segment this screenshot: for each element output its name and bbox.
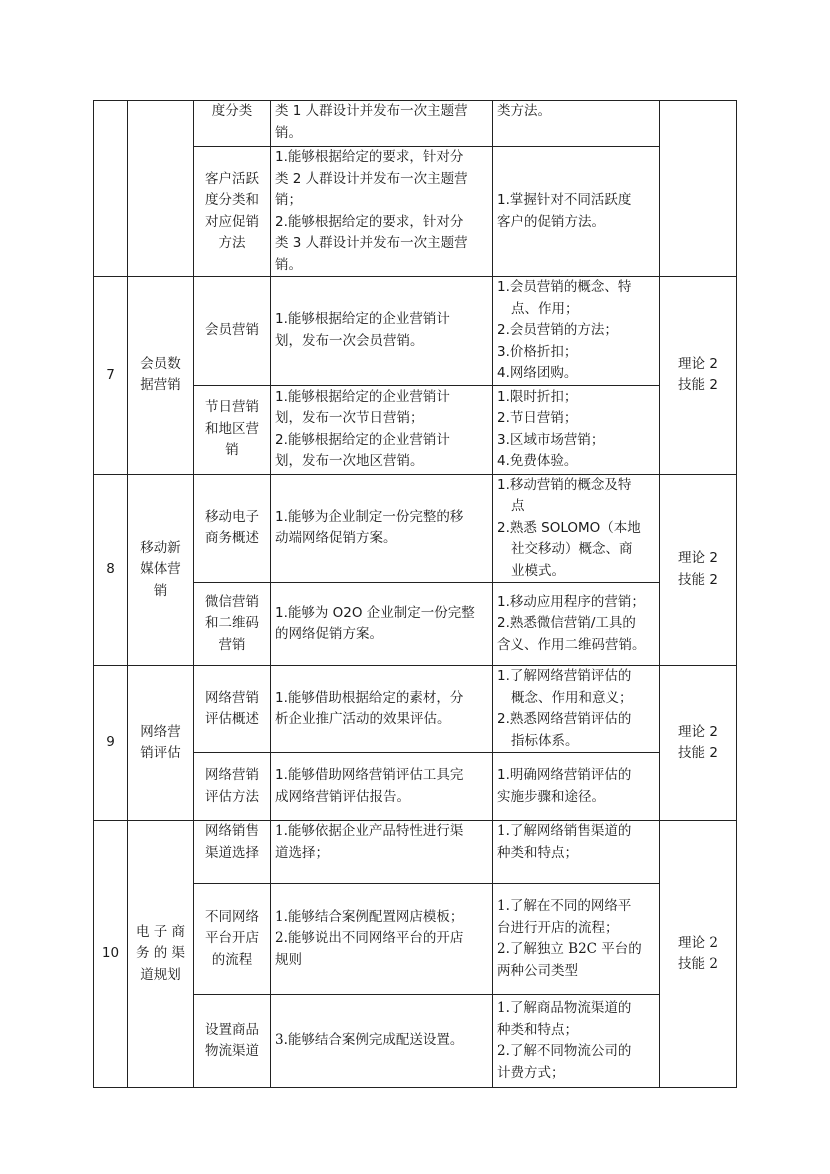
knowledge-cell: 1.掌握针对不同活跃度 客户的促销方法。 bbox=[493, 147, 660, 277]
knowledge-cell: 1.会员营销的概念、特 点、作用； 2.会员营销的方法； 3.价格折扣； 4.网络团购。 bbox=[493, 277, 660, 386]
task-cell: 微信营销 和二维码 营销 bbox=[194, 583, 271, 666]
skill-cell: 1.能够借助根据给定的素材，分 析企业推广活动的效果评估。 bbox=[271, 666, 493, 753]
task-cell: 设置商品 物流渠道 bbox=[194, 995, 271, 1088]
skill-cell: 类 1 人群设计并发布一次主题营 销。 bbox=[271, 101, 493, 147]
skill-cell: 1.能够结合案例配置网店模板； 2.能够说出不同网络平台的开店 规则 bbox=[271, 884, 493, 995]
hours-cell: 理论 2 技能 2 bbox=[660, 277, 737, 475]
knowledge-cell: 1.了解网络营销评估的 概念、作用和意义； 2.熟悉网络营销评估的 指标体系。 bbox=[493, 666, 660, 753]
skill-cell: 1.能够为 O2O 企业制定一份完整 的网络促销方案。 bbox=[271, 583, 493, 666]
skill-cell: 1.能够根据给定的企业营销计 划，发布一次节日营销； 2.能够根据给定的企业营销计 划，发布一次地区营销。 bbox=[271, 385, 493, 474]
skill-cell: 1.能够依据企业产品特性进行渠 道选择； bbox=[271, 821, 493, 884]
hours-cell: 理论 2 技能 2 bbox=[660, 474, 737, 666]
task-cell: 节日营销 和地区营 销 bbox=[194, 385, 271, 474]
hours-cell: 理论 2 技能 2 bbox=[660, 821, 737, 1088]
task-cell: 客户活跃 度分类和 对应促销 方法 bbox=[194, 147, 271, 277]
task-cell: 会员营销 bbox=[194, 277, 271, 386]
knowledge-cell: 1.了解在不同的网络平 台进行开店的流程； 2.了解独立 B2C 平台的 两种公司类型 bbox=[493, 884, 660, 995]
module-name-cell: 电 子 商 务 的 渠 道规划 bbox=[128, 821, 194, 1088]
table-row bbox=[94, 666, 737, 753]
module-number-cell: 8 bbox=[94, 474, 128, 666]
module-number-cell: 7 bbox=[94, 277, 128, 475]
hours-cell: 理论 2 技能 2 bbox=[660, 666, 737, 821]
table-row bbox=[94, 821, 737, 884]
module-name-cell bbox=[128, 101, 194, 277]
module-number-cell: 9 bbox=[94, 666, 128, 821]
knowledge-cell: 1.限时折扣； 2.节日营销； 3.区域市场营销； 4.免费体验。 bbox=[493, 385, 660, 474]
knowledge-cell: 1.移动应用程序的营销； 2.熟悉微信营销/工具的 含义、作用二维码营销。 bbox=[493, 583, 660, 666]
module-name-cell: 网络营 销评估 bbox=[128, 666, 194, 821]
knowledge-cell: 1.移动营销的概念及特 点 2.熟悉 SOLOMO（本地 社交移动）概念、商 业模式。 bbox=[493, 474, 660, 583]
skill-cell: 1.能够借助网络营销评估工具完 成网络营销评估报告。 bbox=[271, 753, 493, 821]
skill-cell: 3.能够结合案例完成配送设置。 bbox=[271, 995, 493, 1088]
task-cell: 网络销售 渠道选择 bbox=[194, 821, 271, 884]
task-cell: 不同网络 平台开店 的流程 bbox=[194, 884, 271, 995]
table-row bbox=[94, 474, 737, 583]
table-row bbox=[94, 101, 737, 147]
knowledge-cell: 1.明确网络营销评估的 实施步骤和途径。 bbox=[493, 753, 660, 821]
module-number-cell: 10 bbox=[94, 821, 128, 1088]
task-cell: 网络营销 评估方法 bbox=[194, 753, 271, 821]
hours-cell bbox=[660, 101, 737, 277]
skill-cell: 1.能够根据给定的要求，针对分 类 2 人群设计并发布一次主题营 销； 2.能够根据给定的要求，针对分 类 3 人群设计并发布一次主题营 销。 bbox=[271, 147, 493, 277]
task-cell: 度分类 bbox=[194, 101, 271, 147]
knowledge-cell: 类方法。 bbox=[493, 101, 660, 147]
task-cell: 网络营销 评估概述 bbox=[194, 666, 271, 753]
knowledge-cell: 1.了解网络销售渠道的 种类和特点； bbox=[493, 821, 660, 884]
module-name-cell: 移动新 媒体营 销 bbox=[128, 474, 194, 666]
skill-cell: 1.能够为企业制定一份完整的移 动端网络促销方案。 bbox=[271, 474, 493, 583]
skill-cell: 1.能够根据给定的企业营销计 划，发布一次会员营销。 bbox=[271, 277, 493, 386]
task-cell: 移动电子 商务概述 bbox=[194, 474, 271, 583]
module-number-cell bbox=[94, 101, 128, 277]
course-content-table bbox=[93, 100, 737, 1088]
module-name-cell: 会员数 据营销 bbox=[128, 277, 194, 475]
table-row bbox=[94, 277, 737, 386]
knowledge-cell: 1.了解商品物流渠道的 种类和特点； 2.了解不同物流公司的 计费方式； bbox=[493, 995, 660, 1088]
